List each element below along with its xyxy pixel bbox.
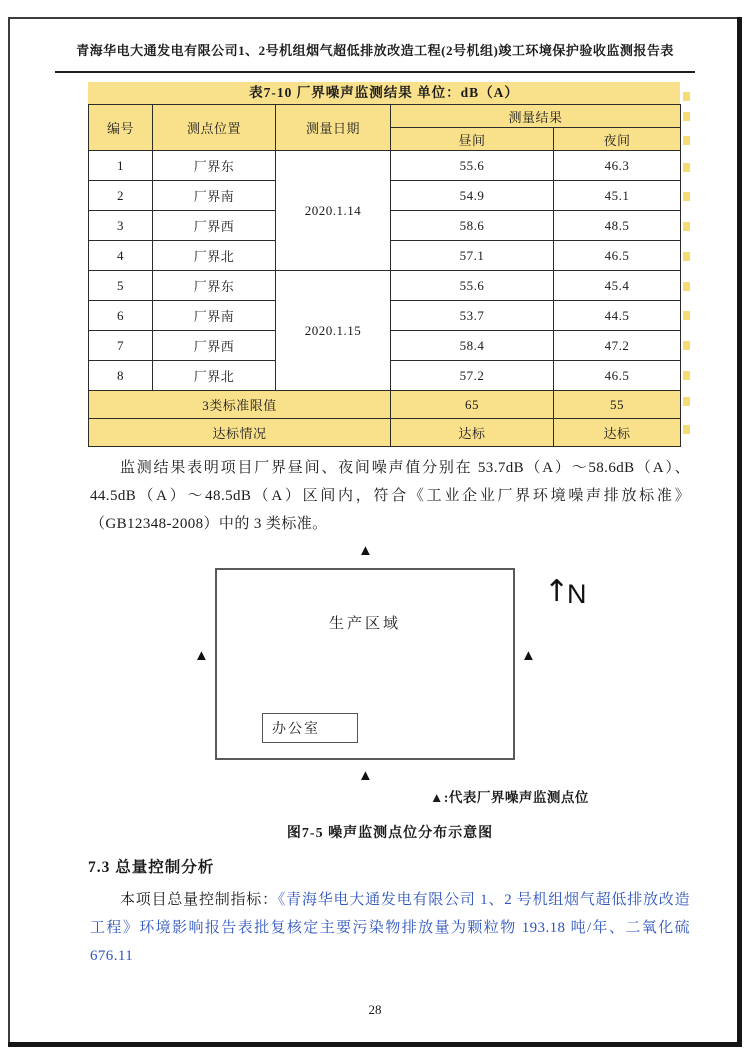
col-header-location: 测点位置 <box>153 105 276 151</box>
page-border-bottom <box>8 1042 742 1047</box>
cell-day: 57.2 <box>391 361 554 391</box>
cell-location: 厂界南 <box>153 301 276 331</box>
office-box: 办公室 <box>262 713 358 743</box>
status-night: 达标 <box>554 419 681 447</box>
col-header-date: 测量日期 <box>276 105 391 151</box>
production-area-rect <box>215 568 515 760</box>
table-row <box>89 151 681 181</box>
monitor-point-marker-east: ▲ <box>521 648 536 664</box>
cell-no: 2 <box>89 181 153 211</box>
cell-location: 厂界北 <box>153 241 276 271</box>
total-control-text: 本项目总量控制指标： <box>120 892 278 908</box>
limit-row <box>89 391 681 419</box>
cell-night: 46.5 <box>554 361 681 391</box>
document-header-title: 青海华电大通发电有限公司1、2号机组烟气超低排放改造工程(2号机组)竣工环境保护验收监测报告表 <box>76 43 674 58</box>
cell-date-group1: 2020.1.14 <box>276 151 391 271</box>
highlight-tick <box>683 371 690 380</box>
noise-table-section <box>88 82 680 447</box>
cell-day: 58.4 <box>391 331 554 361</box>
cell-day: 57.1 <box>391 241 554 271</box>
cell-day: 55.6 <box>391 151 554 181</box>
cell-night: 46.3 <box>554 151 681 181</box>
cell-night: 44.5 <box>554 301 681 331</box>
highlight-tick <box>683 282 690 291</box>
cell-night: 45.4 <box>554 271 681 301</box>
cell-no: 5 <box>89 271 153 301</box>
cell-location: 厂界东 <box>153 271 276 301</box>
production-area-label: 生产区域 <box>328 615 401 632</box>
col-header-no: 编号 <box>89 105 153 151</box>
cell-location: 厂界西 <box>153 211 276 241</box>
cell-no: 7 <box>89 331 153 361</box>
section-heading: 7.3 总量控制分析 <box>88 859 215 876</box>
status-label: 达标情况 <box>89 419 391 447</box>
col-header-day: 昼间 <box>391 128 554 151</box>
cell-location: 厂界南 <box>153 181 276 211</box>
cell-no: 6 <box>89 301 153 331</box>
status-row <box>89 419 681 447</box>
figure-caption: 图7-5 噪声监测点位分布示意图 <box>286 826 494 841</box>
highlight-tick <box>683 397 690 406</box>
total-control-paragraph <box>90 886 690 970</box>
diagram-legend: ▲:代表厂界噪声监测点位 <box>430 790 589 805</box>
cell-date-group2: 2020.1.15 <box>276 271 391 391</box>
monitor-point-marker-south: ▲ <box>358 768 373 784</box>
highlight-tick <box>683 192 690 201</box>
total-control-blue-text: 《青海华电大通发电有限公司 1、2 号机组烟气超低排放改造工程》环境影响报告表批复核定主要污染物排放量为颗粒物 193.18 吨/年、二氧化硫 676.11 <box>90 892 690 964</box>
highlight-tick <box>683 311 690 320</box>
monitor-point-marker-west: ▲ <box>194 648 209 664</box>
noise-table <box>88 104 681 447</box>
cell-no: 8 <box>89 361 153 391</box>
cell-night: 46.5 <box>554 241 681 271</box>
highlight-tick <box>683 222 690 231</box>
cell-day: 58.6 <box>391 211 554 241</box>
analysis-paragraph: 监测结果表明项目厂界昼间、夜间噪声值分别在 53.7dB（A）～58.6dB（A）、44.5dB（A）～48.5dB（A）区间内，符合《工业企业厂界环境噪声排放标准》（GB12348-2008）中的 3 类标准。 <box>90 460 690 532</box>
highlight-tick <box>683 136 690 145</box>
limit-label: 3类标准限值 <box>89 391 391 419</box>
col-header-night: 夜间 <box>554 128 681 151</box>
cell-day: 53.7 <box>391 301 554 331</box>
page-border-left <box>8 17 10 1047</box>
cell-night: 45.1 <box>554 181 681 211</box>
cell-day: 55.6 <box>391 271 554 301</box>
cell-night: 48.5 <box>554 211 681 241</box>
highlight-tick <box>683 425 690 434</box>
highlight-tick <box>683 252 690 261</box>
cell-location: 厂界北 <box>153 361 276 391</box>
col-header-result: 测量结果 <box>391 105 681 128</box>
highlight-tick <box>683 92 690 101</box>
highlight-tick <box>683 163 690 172</box>
page-border-top <box>8 17 742 19</box>
status-day: 达标 <box>391 419 554 447</box>
header-rule <box>55 71 695 73</box>
north-label: N <box>567 579 587 609</box>
highlight-tick <box>683 112 690 121</box>
cell-location: 厂界西 <box>153 331 276 361</box>
table-title: 表7-10 厂界噪声监测结果 单位：dB（A） <box>88 82 680 104</box>
page-border-right <box>737 17 742 1047</box>
page-number: 28 <box>368 1002 382 1017</box>
limit-day: 65 <box>391 391 554 419</box>
cell-day: 54.9 <box>391 181 554 211</box>
monitor-point-marker-north: ▲ <box>358 543 373 559</box>
highlight-tick <box>683 341 690 350</box>
cell-night: 47.2 <box>554 331 681 361</box>
cell-no: 3 <box>89 211 153 241</box>
cell-no: 1 <box>89 151 153 181</box>
north-arrow-icon: ↑ <box>544 574 570 609</box>
cell-no: 4 <box>89 241 153 271</box>
table-row <box>89 271 681 301</box>
monitoring-point-diagram <box>0 544 750 816</box>
cell-location: 厂界东 <box>153 151 276 181</box>
limit-night: 55 <box>554 391 681 419</box>
